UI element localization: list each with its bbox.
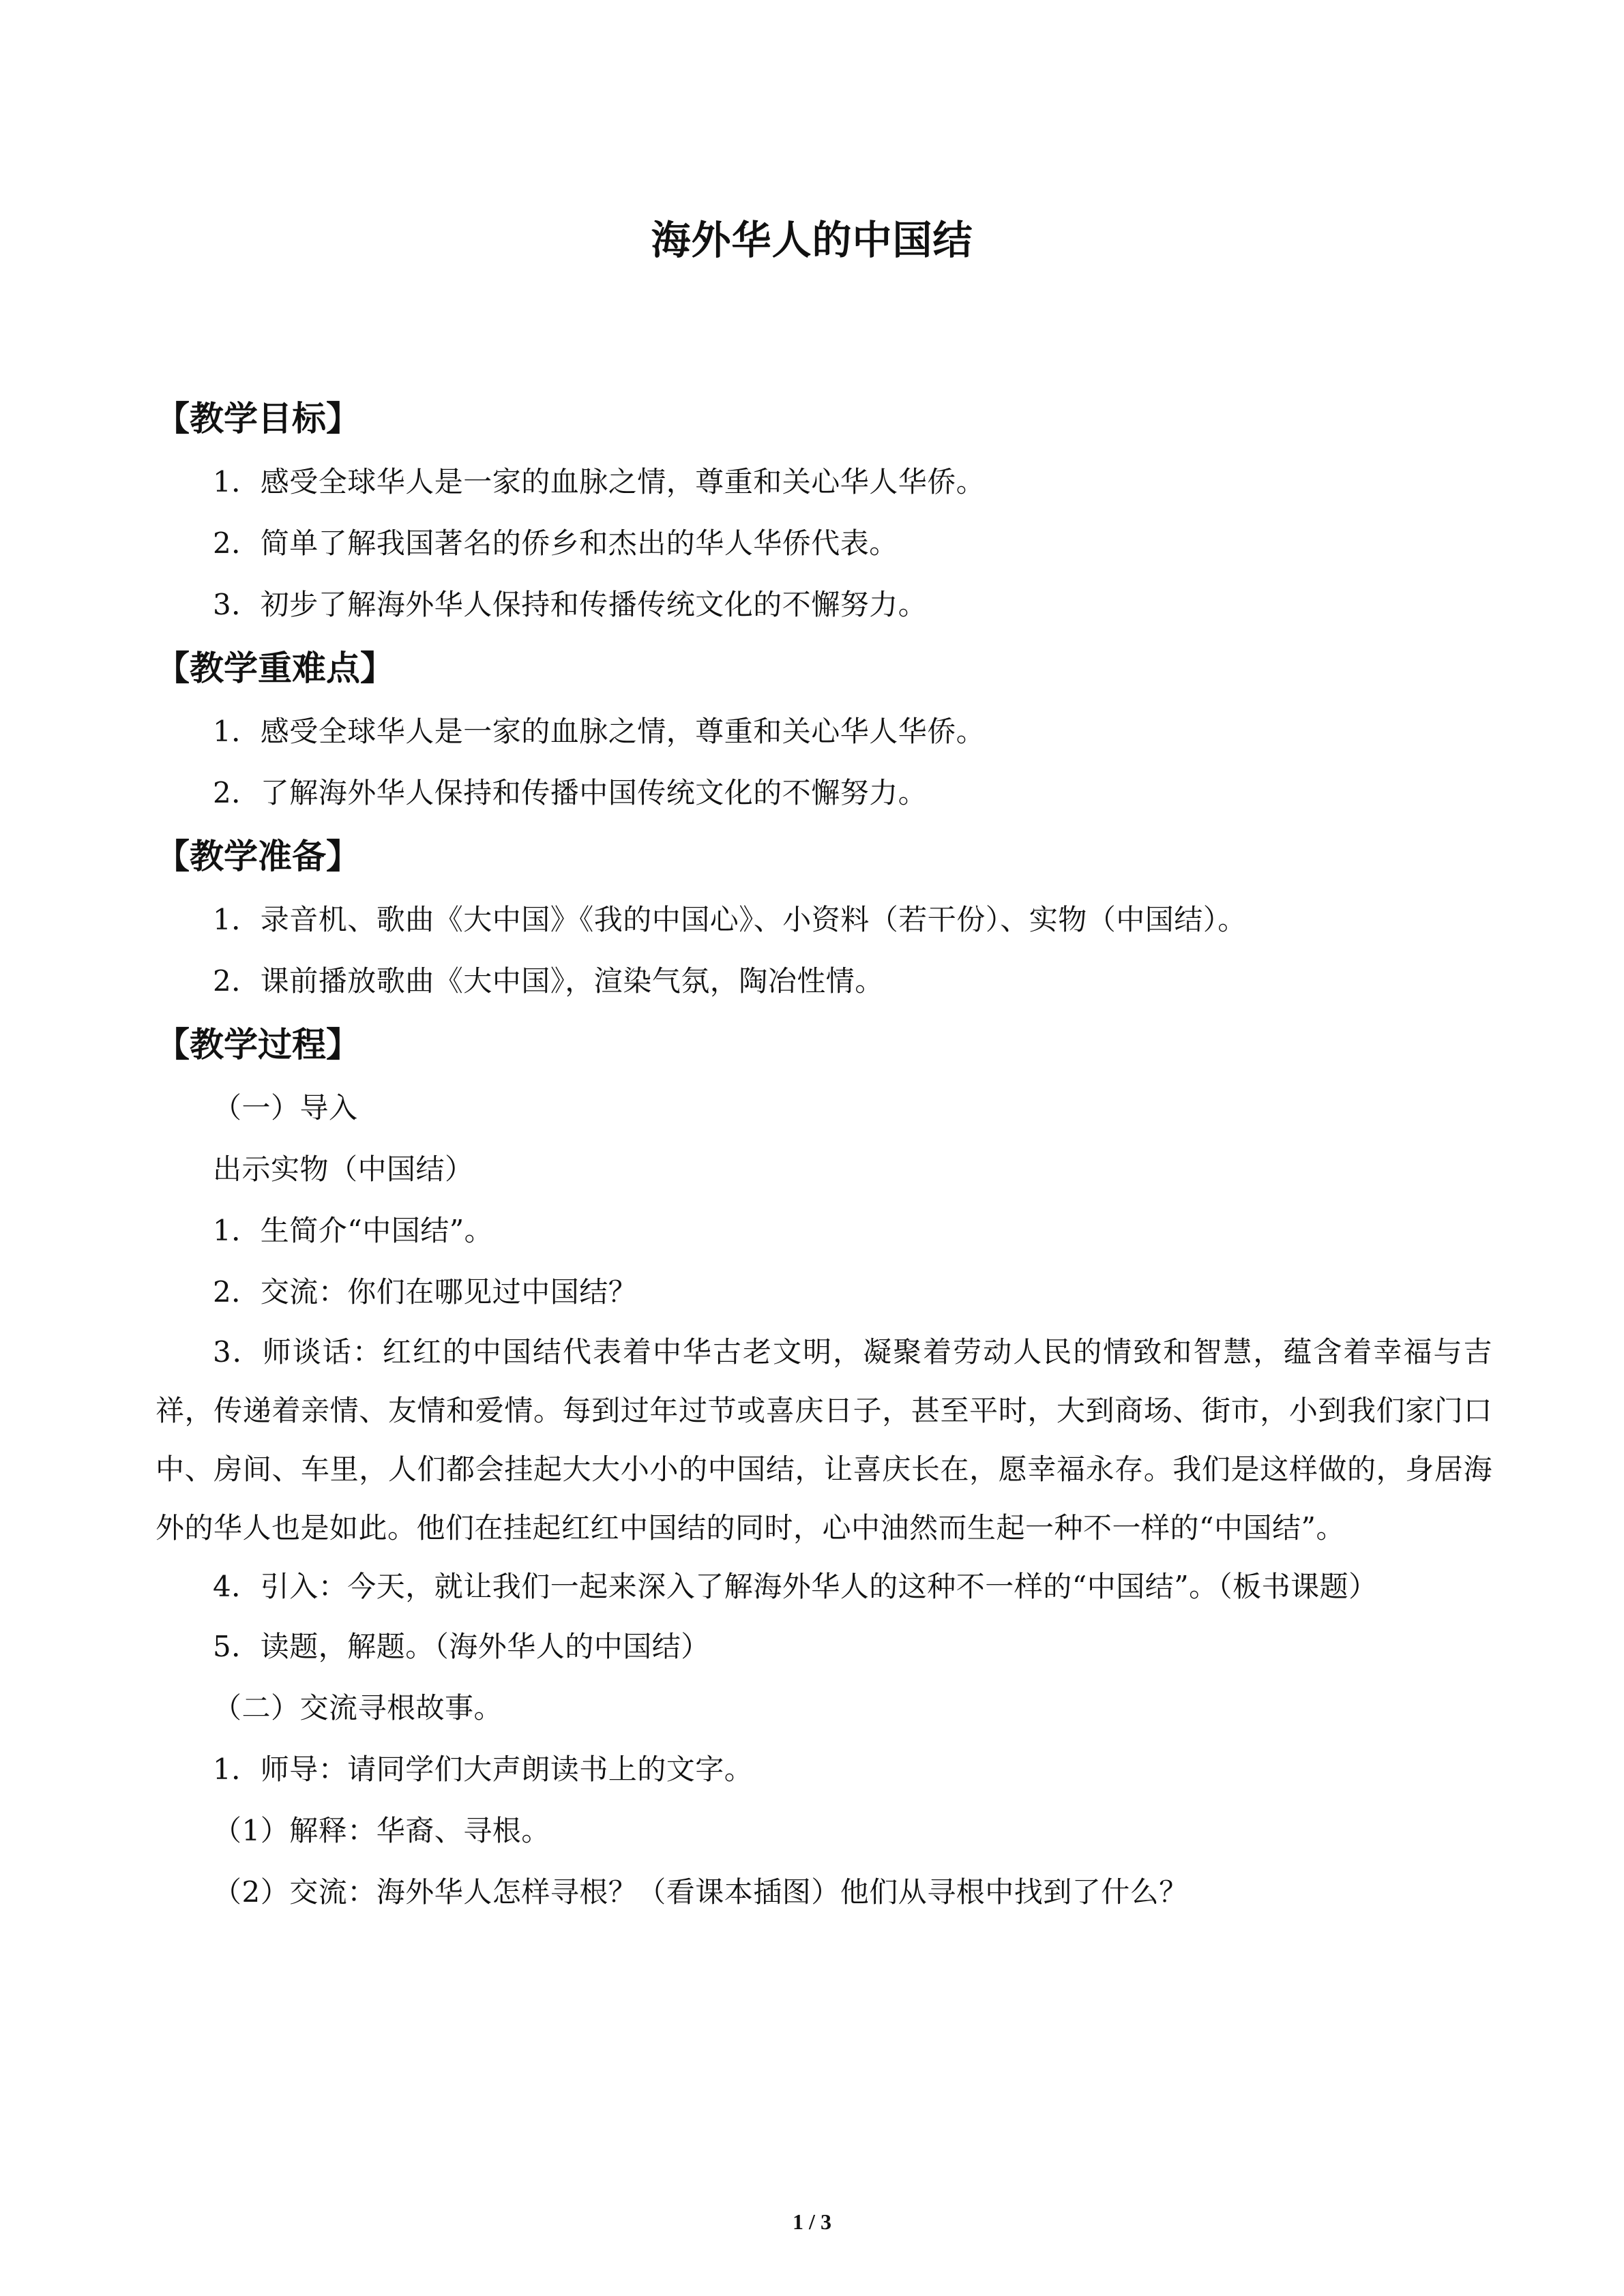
section-heading-key-points: 【教学重难点】	[156, 648, 394, 688]
section-heading-objectives: 【教学目标】	[156, 399, 360, 438]
process-item-introduce: 4．引入：今天，就让我们一起来深入了解海外华人的这种不一样的“中国结”。（板书课题）	[213, 1570, 1378, 1603]
document-title: 海外华人的中国结	[651, 217, 973, 263]
process-item: 出示实物（中国结）	[213, 1152, 474, 1186]
process-item: 2．交流：你们在哪见过中国结？	[213, 1275, 638, 1309]
preparation-item: 2．课前播放歌曲《大中国》，渲染气氛，陶冶性情。	[213, 964, 884, 998]
process-item: 1．师导：请同学们大声朗读书上的文字。	[213, 1753, 754, 1786]
key-point-item: 2．了解海外华人保持和传播中国传统文化的不懈努力。	[213, 776, 928, 809]
section-heading-preparation: 【教学准备】	[156, 837, 360, 876]
document-body	[156, 386, 1492, 1923]
process-item-teacher-talk: 3．师谈话：红红的中国结代表着中华古老文明，凝聚着劳动人民的情致和智慧，蕴含着幸福与吉祥，传递着亲情、友情和爱情。每到过年过节或喜庆日子，甚至平时，大到商场、街市，小到我们家门口中、房间、车里，人们都会挂起大大小小的中国结，让喜庆长在，愿幸福永存。我们是这样做的，身居海外的华人也是如此。他们在挂起红红中国结的同时，心中油然而生起一种不一样的“中国结”。	[156, 1335, 1492, 1545]
preparation-item: 1．录音机、歌曲《大中国》《我的中国心》、小资料（若干份）、实物（中国结）。	[213, 903, 1247, 936]
process-item: 1．生简介“中国结”。	[213, 1214, 494, 1247]
key-point-item: 1．感受全球华人是一家的血脉之情，尊重和关心华人华侨。	[213, 715, 986, 748]
objective-item: 3．初步了解海外华人保持和传播传统文化的不懈努力。	[213, 588, 928, 621]
process-item: 5．读题，解题。（海外华人的中国结）	[213, 1630, 710, 1663]
section-heading-process: 【教学过程】	[156, 1025, 360, 1064]
objective-item: 1．感受全球华人是一家的血脉之情，尊重和关心华人华侨。	[213, 465, 986, 498]
page-number: 1 / 3	[793, 2209, 831, 2234]
objective-item: 2．简单了解我国著名的侨乡和杰出的华人华侨代表。	[213, 526, 898, 560]
process-subheading-roots: （二）交流寻根故事。	[213, 1691, 503, 1725]
process-subheading-intro: （一）导入	[213, 1091, 358, 1124]
process-item: （1）解释：华裔、寻根。	[213, 1814, 550, 1847]
process-item: （2）交流：海外华人怎样寻根？（看课本插图）他们从寻根中找到了什么？	[213, 1875, 1188, 1909]
